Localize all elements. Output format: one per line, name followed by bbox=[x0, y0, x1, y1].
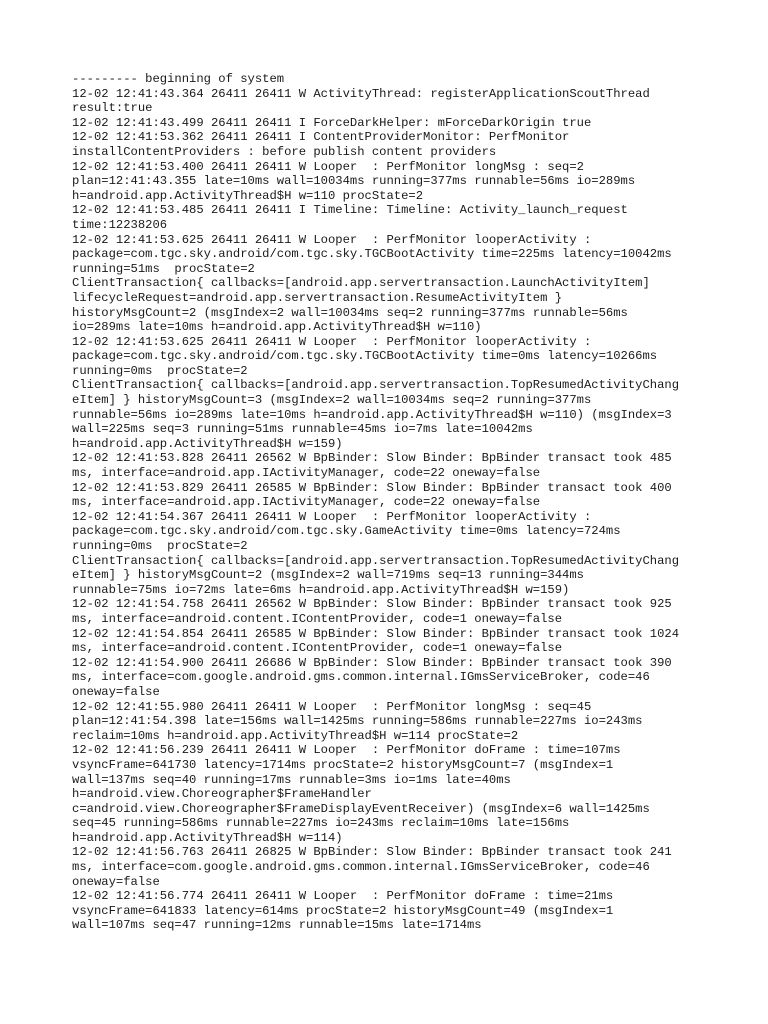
log-line: oneway=false bbox=[72, 684, 160, 699]
log-line: 12-02 12:41:54.367 26411 26411 W Looper : PerfMonitor looperActivity : bbox=[72, 509, 592, 524]
log-line: 12-02 12:41:54.900 26411 26686 W BpBinder: Slow Binder: BpBinder transact took 390 bbox=[72, 655, 672, 670]
log-line: 12-02 12:41:53.362 26411 26411 I ContentProviderMonitor: PerfMonitor bbox=[72, 130, 570, 145]
log-line: 12-02 12:41:53.625 26411 26411 W Looper : PerfMonitor looperActivity : bbox=[72, 232, 592, 247]
log-line: oneway=false bbox=[72, 874, 160, 889]
log-line: ms, interface=android.app.IActivityManager, code=22 oneway=false bbox=[72, 466, 541, 481]
log-line: ms, interface=android.content.IContentProvider, code=1 oneway=false bbox=[72, 641, 563, 656]
log-line: wall=107ms seq=47 running=12ms runnable=15ms late=1714ms bbox=[72, 918, 482, 933]
log-line: reclaim=10ms h=android.app.ActivityThread$H w=114 procState=2 bbox=[72, 728, 519, 743]
log-line: ms, interface=com.google.android.gms.common.internal.IGmsServiceBroker, code=46 bbox=[72, 860, 650, 875]
log-line: historyMsgCount=2 (msgIndex=2 wall=10034ms seq=2 running=377ms runnable=56ms bbox=[72, 305, 628, 320]
log-line: vsyncFrame=641833 latency=614ms procState=2 historyMsgCount=49 (msgIndex=1 bbox=[72, 903, 614, 918]
log-line: 12-02 12:41:43.499 26411 26411 I ForceDarkHelper: mForceDarkOrigin true bbox=[72, 115, 592, 130]
log-line: installContentProviders : before publish content providers bbox=[72, 144, 497, 159]
log-line: lifecycleRequest=android.app.servertransaction.ResumeActivityItem } bbox=[72, 290, 563, 305]
log-line: ms, interface=android.app.IActivityManager, code=22 oneway=false bbox=[72, 495, 541, 510]
log-line: 12-02 12:41:53.400 26411 26411 W Looper : PerfMonitor longMsg : seq=2 bbox=[72, 159, 584, 174]
log-line: running=0ms procState=2 bbox=[72, 363, 248, 378]
log-line: h=android.app.ActivityThread$H w=159) bbox=[72, 436, 343, 451]
log-line: wall=137ms seq=40 running=17ms runnable=3ms io=1ms late=40ms bbox=[72, 772, 511, 787]
log-line: eItem] } historyMsgCount=2 (msgIndex=2 wall=719ms seq=13 running=344ms bbox=[72, 568, 584, 583]
log-line: ClientTransaction{ callbacks=[android.app.servertransaction.LaunchActivityItem] bbox=[72, 276, 650, 291]
log-line: running=51ms procState=2 bbox=[72, 261, 255, 276]
log-line: wall=225ms seq=3 running=51ms runnable=45ms io=7ms late=10042ms bbox=[72, 422, 533, 437]
log-line: eItem] } historyMsgCount=3 (msgIndex=2 wall=10034ms seq=2 running=377ms bbox=[72, 393, 592, 408]
log-line: 12-02 12:41:54.758 26411 26562 W BpBinder: Slow Binder: BpBinder transact took 925 bbox=[72, 597, 672, 612]
log-line: ms, interface=android.content.IContentProvider, code=1 oneway=false bbox=[72, 611, 563, 626]
log-line: 12-02 12:41:53.829 26411 26585 W BpBinder: Slow Binder: BpBinder transact took 400 bbox=[72, 480, 672, 495]
log-line: 12-02 12:41:53.485 26411 26411 I Timeline: Timeline: Activity_launch_request bbox=[72, 203, 628, 218]
log-line: time:12238206 bbox=[72, 217, 168, 232]
log-line: 12-02 12:41:53.625 26411 26411 W Looper : PerfMonitor looperActivity : bbox=[72, 334, 592, 349]
log-line: --------- beginning of system bbox=[72, 72, 285, 86]
log-line: 12-02 12:41:56.239 26411 26411 W Looper : PerfMonitor doFrame : time=107ms bbox=[72, 743, 621, 758]
log-line: h=android.app.ActivityThread$H w=114) bbox=[72, 830, 343, 845]
log-line: h=android.app.ActivityThread$H w=110 procState=2 bbox=[72, 188, 424, 203]
log-line: 12-02 12:41:54.854 26411 26585 W BpBinder: Slow Binder: BpBinder transact took 1024 bbox=[72, 626, 680, 641]
log-line: 12-02 12:41:56.774 26411 26411 W Looper : PerfMonitor doFrame : time=21ms bbox=[72, 889, 614, 904]
log-line: seq=45 running=586ms runnable=227ms io=243ms reclaim=10ms late=156ms bbox=[72, 816, 570, 831]
log-line: running=0ms procState=2 bbox=[72, 539, 248, 553]
log-line: h=android.view.Choreographer$FrameHandler bbox=[72, 787, 372, 802]
log-line: result:true bbox=[72, 101, 153, 116]
system-log-text bbox=[72, 72, 728, 933]
log-line: ClientTransaction{ callbacks=[android.app.servertransaction.TopResumedActivityChang bbox=[72, 553, 680, 568]
log-line: ClientTransaction{ callbacks=[android.app.servertransaction.TopResumedActivityChang bbox=[72, 378, 680, 393]
log-line: 12-02 12:41:43.364 26411 26411 W ActivityThread: registerApplicationScoutThread bbox=[72, 86, 650, 101]
log-line: package=com.tgc.sky.android/com.tgc.sky.GameActivity time=0ms latency=724ms bbox=[72, 524, 621, 539]
log-line: io=289ms late=10ms h=android.app.ActivityThread$H w=110) bbox=[72, 320, 482, 335]
log-line: plan=12:41:54.398 late=156ms wall=1425ms running=586ms runnable=227ms io=243ms bbox=[72, 714, 643, 729]
log-line: 12-02 12:41:55.980 26411 26411 W Looper : PerfMonitor longMsg : seq=45 bbox=[72, 699, 592, 714]
log-line: package=com.tgc.sky.android/com.tgc.sky.TGCBootActivity time=225ms latency=10042ms bbox=[72, 247, 672, 262]
log-line: runnable=56ms io=289ms late=10ms h=android.app.ActivityThread$H w=110) (msgIndex=3 bbox=[72, 407, 672, 422]
log-line: c=android.view.Choreographer$FrameDisplayEventReceiver) (msgIndex=6 wall=1425ms bbox=[72, 801, 650, 816]
log-line: 12-02 12:41:53.828 26411 26562 W BpBinder: Slow Binder: BpBinder transact took 485 bbox=[72, 451, 672, 466]
log-line: ms, interface=com.google.android.gms.common.internal.IGmsServiceBroker, code=46 bbox=[72, 670, 650, 685]
log-line: 12-02 12:41:56.763 26411 26825 W BpBinder: Slow Binder: BpBinder transact took 241 bbox=[72, 845, 672, 860]
log-line: vsyncFrame=641730 latency=1714ms procState=2 historyMsgCount=7 (msgIndex=1 bbox=[72, 757, 614, 772]
log-line: plan=12:41:43.355 late=10ms wall=10034ms running=377ms runnable=56ms io=289ms bbox=[72, 174, 636, 189]
log-line: package=com.tgc.sky.android/com.tgc.sky.TGCBootActivity time=0ms latency=10266ms bbox=[72, 349, 658, 364]
log-line: runnable=75ms io=72ms late=6ms h=android.app.ActivityThread$H w=159) bbox=[72, 582, 570, 597]
